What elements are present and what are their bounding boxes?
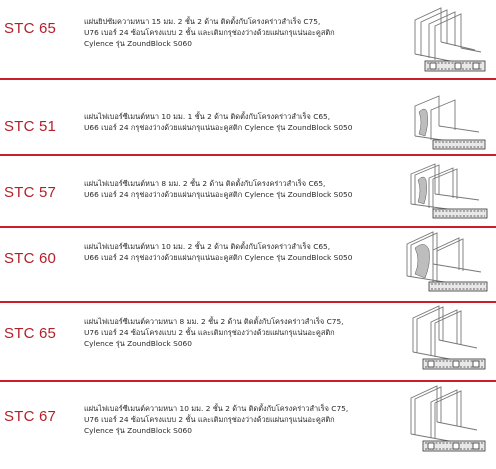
section-divider — [0, 78, 496, 80]
stc-rating: STC 60 — [4, 250, 57, 267]
stc-rating: STC 67 — [4, 408, 57, 425]
desc-line: U76 เบอร์ 24 ซ้อนโครงแบบ 2 ชั้น และเติมกรุช่องว่างด้วยแผ่นกรุแน่นอะคูสติก — [84, 415, 335, 424]
desc-line: U76 เบอร์ 24 ซ้อนโครงแบบ 2 ชั้น และเติมกรุช่องว่างด้วยแผ่นกรุแน่นอะคูสติก — [84, 28, 335, 37]
desc-line: แผ่นไฟเบอร์ซีเมนต์ความหนา 8 มม. 2 ชั้น 2 ด้าน ติดตั้งกับโครงคร่าวสำเร็จ C75, — [84, 317, 344, 326]
section-divider — [0, 154, 496, 156]
desc-line: U76 เบอร์ 24 ซ้อนโครงแบบ 2 ชั้น และเติมกรุช่องว่างด้วยแผ่นกรุแน่นอะคูสติก — [84, 328, 335, 337]
wall-description — [84, 316, 384, 349]
wall-description — [84, 111, 384, 133]
wall-section-illustration — [385, 384, 491, 456]
desc-line: Cylence รุ่น ZoundBlock S060 — [84, 426, 192, 435]
stc-rating: STC 57 — [4, 184, 57, 201]
stc-rating: STC 65 — [4, 325, 57, 342]
wall-description — [84, 241, 384, 263]
desc-line: Cylence รุ่น ZoundBlock S060 — [84, 39, 192, 48]
desc-line: Cylence รุ่น ZoundBlock S060 — [84, 339, 192, 348]
section-divider — [0, 301, 496, 303]
desc-line: แผ่นไฟเบอร์ซีเมนต์หนา 8 มม. 2 ชั้น 2 ด้าน ติดตั้งกับโครงคร่าวสำเร็จ C65, — [84, 179, 326, 188]
wall-description — [84, 16, 384, 49]
wall-description — [84, 403, 384, 436]
desc-line: แผ่นไฟเบอร์ซีเมนต์ความหนา 10 มม. 2 ชั้น 2 ด้าน ติดตั้งกับโครงคร่าวสำเร็จ C75, — [84, 404, 349, 413]
desc-line: แผ่นไฟเบอร์ซีเมนต์หนา 10 มม. 1 ชั้น 2 ด้าน ติดตั้งกับโครงคร่าวสำเร็จ C65, — [84, 112, 331, 121]
wall-description — [84, 178, 384, 200]
desc-line: U66 เบอร์ 24 กรุช่องว่างด้วยแผ่นกรุแน่นอะคูสติก Cylence รุ่น ZoundBlock S050 — [84, 253, 353, 262]
desc-line: แผ่นยิปซัมความหนา 15 มม. 2 ชั้น 2 ด้าน ติดตั้งกับโครงคร่าวสำเร็จ C75, — [84, 17, 321, 26]
wall-section-illustration — [385, 304, 491, 374]
section-divider — [0, 380, 496, 382]
wall-section-illustration — [385, 6, 491, 76]
desc-line: U66 เบอร์ 24 กรุช่องว่างด้วยแผ่นกรุแน่นอะคูสติก Cylence รุ่น ZoundBlock S050 — [84, 190, 353, 199]
desc-line: U66 เบอร์ 24 กรุช่องว่างด้วยแผ่นกรุแน่นอะคูสติก Cylence รุ่น ZoundBlock S050 — [84, 123, 353, 132]
stc-rating: STC 65 — [4, 20, 57, 37]
wall-section-illustration — [385, 158, 491, 222]
wall-section-illustration — [385, 92, 491, 154]
section-divider — [0, 226, 496, 228]
stc-rating: STC 51 — [4, 118, 57, 135]
wall-section-illustration — [385, 230, 491, 294]
desc-line: แผ่นไฟเบอร์ซีเมนต์หนา 10 มม. 2 ชั้น 2 ด้าน ติดตั้งกับโครงคร่าวสำเร็จ C65, — [84, 242, 331, 251]
